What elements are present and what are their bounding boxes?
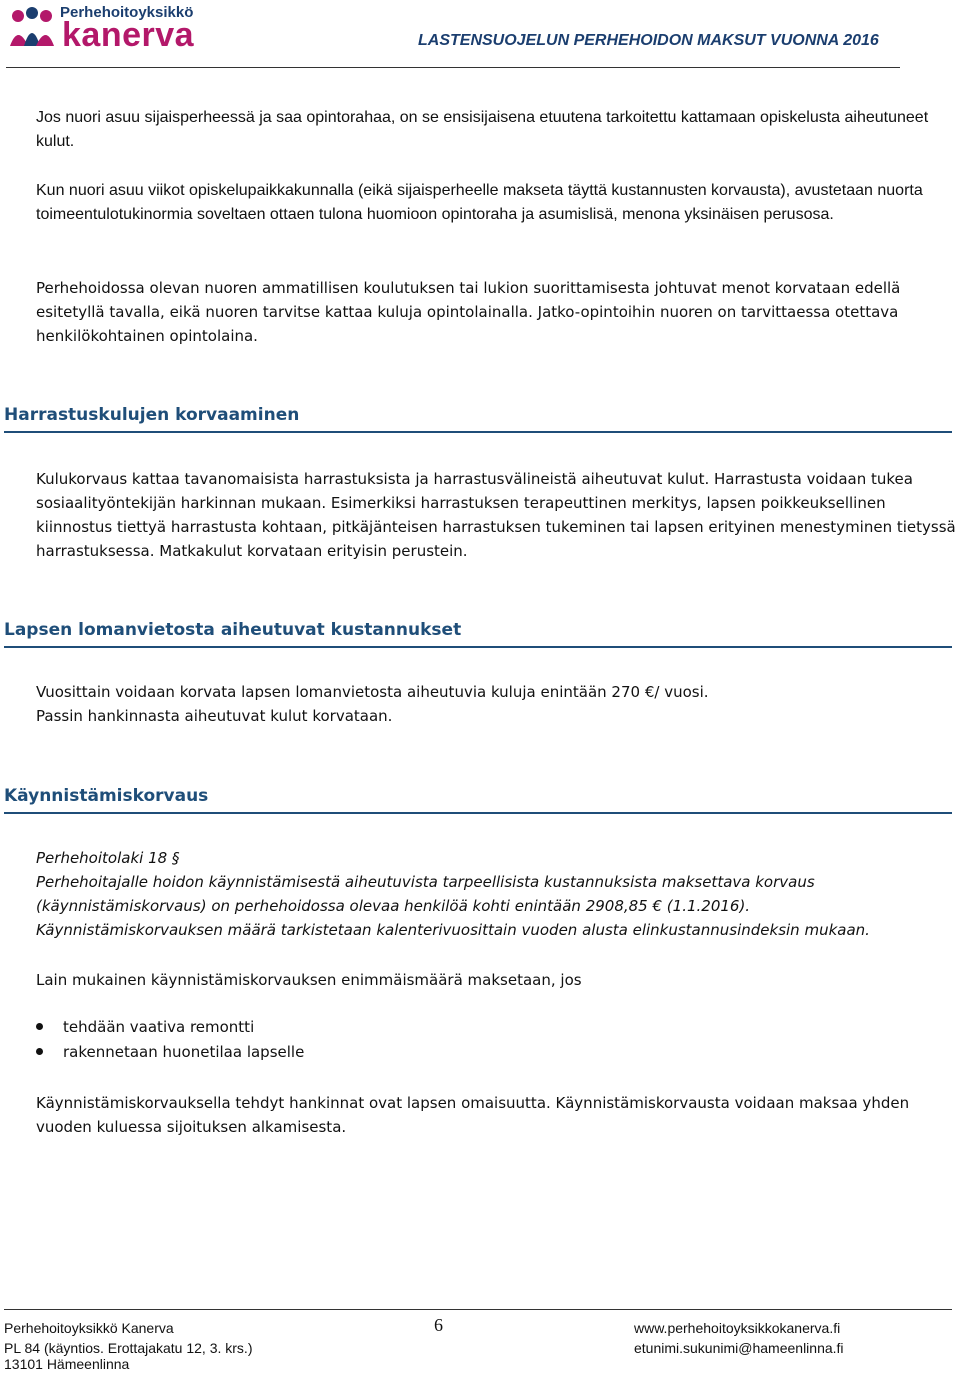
section-rule-harrastus [4, 431, 952, 433]
list-item-text: rakennetaan huonetilaa lapselle [63, 1043, 305, 1061]
section-heading-kaynnistys: Käynnistämiskorvaus [4, 786, 209, 806]
harrastus-paragraph: Kulukorvaus kattaa tavanomaisista harrastuksista ja harrastusvälineistä aiheutuvat kulut. Harrastusta voidaan tukea sosiaalityöntekijän harkinnan mukaan. Esimerkiksi harrastuksen terapeuttinen merkitys, lapsen poikkeuksellinen kiinnostus tiettyä harrastusta kohtaan, pitkäjänteisen harrastuksen tukeminen tai lapsen erityinen menestyminen tietyssä harrastuksessa. Matkakulut korvataan erityisin perustein. [36, 470, 956, 560]
section-rule-kaynnistys [4, 812, 952, 814]
list-item [36, 1043, 304, 1061]
intro-paragraph-2: Kun nuori asuu viikot opiskelupaikkakunnalla (eikä sijaisperheelle makseta täyttä kustannusten korvausta), avustetaan nuorta toimeentulotukinormia soveltaen ottaen tulona huomioon opintoraha ja asumislisä, menona yksinäisen perusosa. [36, 182, 923, 223]
list-item-text: tehdään vaativa remontti [63, 1018, 255, 1036]
footer-email-link[interactable]: etunimi.sukunimi@hameenlinna.fi [634, 1340, 844, 1356]
logo-wordmark-top: Perhehoitoyksikkö [60, 4, 194, 21]
document-title: LASTENSUOJELUN PERHEHOIDON MAKSUT VUONNA 2016 [418, 32, 879, 49]
page-number: 6 [434, 1315, 443, 1335]
kaynnistys-closing-paragraph: Käynnistämiskorvauksella tehdyt hankinnat ovat lapsen omaisuutta. Käynnistämiskorvausta voidaan maksaa yhden vuoden kuluessa sijoituksen alkamisesta. [36, 1094, 910, 1136]
law-paragraph-1: Perhehoitajalle hoidon käynnistämisestä aiheutuvista tarpeellisista kustannuksista maksettava korvaus (käynnistämiskorvaus) on perhehoidossa olevaa henkilöä kohti enintään 2908,85 € (1.1.2016). [36, 873, 815, 915]
intro-paragraph-3: Perhehoidossa olevan nuoren ammatillisen koulutuksen tai lukion suorittamisesta johtuvat menot korvataan edellä esitetyllä tavalla, eikä nuoren tarvitse kattaa kuluja opintolainalla. Jatko-opintoihin nuoren on tarvittaessa otettava henkilökohtainen opintolaina. [36, 279, 901, 345]
footer-address-2: 13101 Hämeenlinna [4, 1356, 130, 1372]
header-rule [6, 67, 900, 68]
bullet-icon [36, 1048, 43, 1055]
loma-line-2: Passin hankinnasta aiheutuvat kulut korvataan. [36, 707, 393, 725]
footer-rule [4, 1309, 952, 1310]
bullet-icon [36, 1023, 43, 1030]
intro-paragraph-1: Jos nuori asuu sijaisperheessä ja saa opintorahaa, on se ensisijaisena etuutena tarkoitettu kattamaan opiskelusta aiheutuneet kulut. [36, 109, 929, 150]
section-heading-loma: Lapsen lomanvietosta aiheutuvat kustannukset [4, 620, 462, 640]
footer-website-link[interactable]: www.perhehoitoyksikkokanerva.fi [634, 1320, 841, 1336]
loma-line-1: Vuosittain voidaan korvata lapsen lomanvietosta aiheutuvia kuluja enintään 270 €/ vuosi. [36, 683, 709, 701]
list-item [36, 1018, 254, 1036]
law-paragraph-2: Käynnistämiskorvauksen määrä tarkistetaan kalenterivuosittain vuoden alusta elinkustannusindeksin mukaan. [36, 921, 870, 939]
section-heading-harrastus: Harrastuskulujen korvaaminen [4, 405, 300, 425]
logo-wordmark-main: kanerva [62, 16, 195, 54]
footer-org-name: Perhehoitoyksikkö Kanerva [4, 1320, 174, 1336]
kaynnistys-lead-paragraph: Lain mukainen käynnistämiskorvauksen enimmäismäärä maksetaan, jos [36, 971, 582, 989]
law-reference: Perhehoitolaki 18 § [36, 849, 180, 867]
footer-address-1: PL 84 (käyntios. Erottajakatu 12, 3. krs.) [4, 1340, 253, 1356]
section-rule-loma [4, 646, 952, 648]
kanerva-logo-icon [6, 6, 58, 48]
